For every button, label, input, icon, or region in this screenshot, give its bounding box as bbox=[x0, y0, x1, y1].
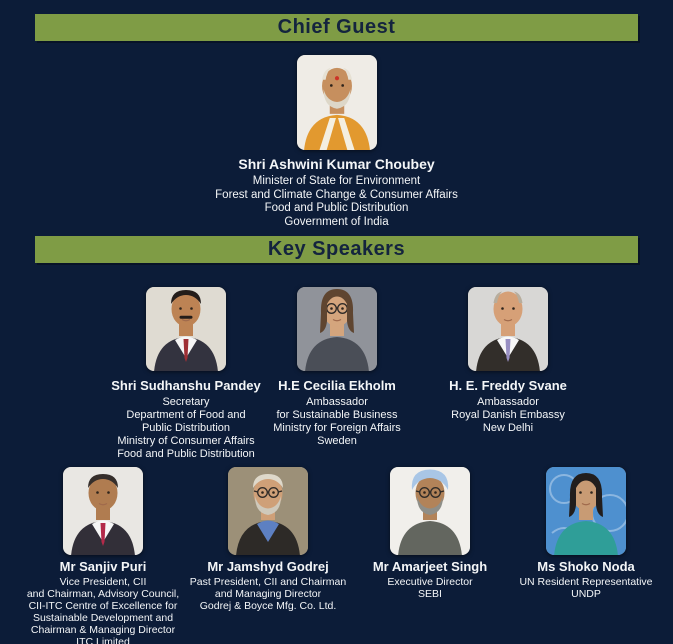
role-line: Past President, CII and Chairman bbox=[189, 576, 347, 588]
portrait-sudhanshu-pandey bbox=[146, 287, 226, 371]
role-line: for Sustainable Business bbox=[276, 409, 398, 421]
portrait-amarjeet-singh bbox=[390, 467, 470, 555]
role-line: New Delhi bbox=[482, 422, 534, 434]
role-line: CII-ITC Centre of Excellence for bbox=[28, 600, 178, 612]
role-line: Government of India bbox=[284, 215, 389, 228]
portrait-ashwini-kumar-choubey bbox=[297, 55, 377, 150]
portrait-shoko-noda bbox=[546, 467, 626, 555]
role-line: Food and Public Distribution bbox=[264, 202, 409, 214]
role-line: SEBI bbox=[418, 588, 442, 600]
role-line: and Chairman, Advisory Council, bbox=[26, 588, 180, 600]
role-line: Ambassador bbox=[306, 396, 368, 408]
role-line: Ministry for Foreign Affairs bbox=[273, 422, 401, 434]
chief-guest-banner bbox=[35, 14, 638, 41]
chief-guest-name: Shri Ashwini Kumar Choubey bbox=[238, 156, 435, 172]
role-line: Forest and Climate Change & Consumer Affairs bbox=[215, 188, 458, 201]
role-line: Ambassador bbox=[477, 396, 539, 408]
role-line: Godrej & Boyce Mfg. Co. Ltd. bbox=[199, 600, 337, 612]
role-line: Chairman & Managing Director bbox=[30, 624, 176, 636]
portrait-freddy-svane bbox=[468, 287, 548, 371]
role-line: Ministry of Consumer Affairs bbox=[117, 435, 255, 447]
speaker-name: Mr Amarjeet Singh bbox=[372, 559, 488, 574]
role-line: Sweden bbox=[317, 435, 357, 447]
speaker-role-lines bbox=[398, 396, 618, 435]
role-line: Minister of State for Environment bbox=[252, 175, 421, 187]
portrait-sanjiv-puri bbox=[63, 467, 143, 555]
role-line: and Managing Director bbox=[214, 588, 322, 600]
speaker-name: Shri Sudhanshu Pandey bbox=[111, 378, 261, 393]
role-line: Executive Director bbox=[387, 576, 473, 588]
chief-guest-card bbox=[0, 55, 673, 229]
portrait-jamshyd-godrej bbox=[228, 467, 308, 555]
chief-guest-banner-label: Chief Guest bbox=[277, 16, 396, 38]
role-line: UN Resident Representative bbox=[519, 576, 653, 588]
key-speakers-banner bbox=[35, 236, 638, 263]
speaker-card-shoko-noda bbox=[483, 467, 673, 600]
chief-guest-role-lines bbox=[0, 175, 673, 229]
role-line: Secretary bbox=[162, 396, 210, 408]
speaker-card-freddy-svane bbox=[398, 287, 618, 435]
role-line: Public Distribution bbox=[141, 422, 231, 434]
speaker-name: H.E Cecilia Ekholm bbox=[278, 378, 396, 393]
speaker-name: Mr Jamshyd Godrej bbox=[207, 559, 329, 574]
role-line: UNDP bbox=[571, 588, 601, 600]
speaker-name: Ms Shoko Noda bbox=[537, 559, 635, 574]
speaker-name: Mr Sanjiv Puri bbox=[59, 559, 147, 574]
role-line: Department of Food and bbox=[126, 409, 246, 421]
portrait-cecilia-ekholm bbox=[297, 287, 377, 371]
role-line: Food and Public Distribution bbox=[117, 448, 255, 460]
role-line: Vice President, CII bbox=[59, 576, 147, 588]
key-speakers-banner-label: Key Speakers bbox=[267, 238, 406, 260]
speaker-role-lines bbox=[483, 576, 673, 600]
speaker-name: H. E. Freddy Svane bbox=[449, 378, 567, 393]
role-line: ITC Limited bbox=[76, 636, 130, 644]
role-line: Royal Danish Embassy bbox=[451, 409, 565, 421]
role-line: Sustainable Development and bbox=[32, 612, 174, 624]
